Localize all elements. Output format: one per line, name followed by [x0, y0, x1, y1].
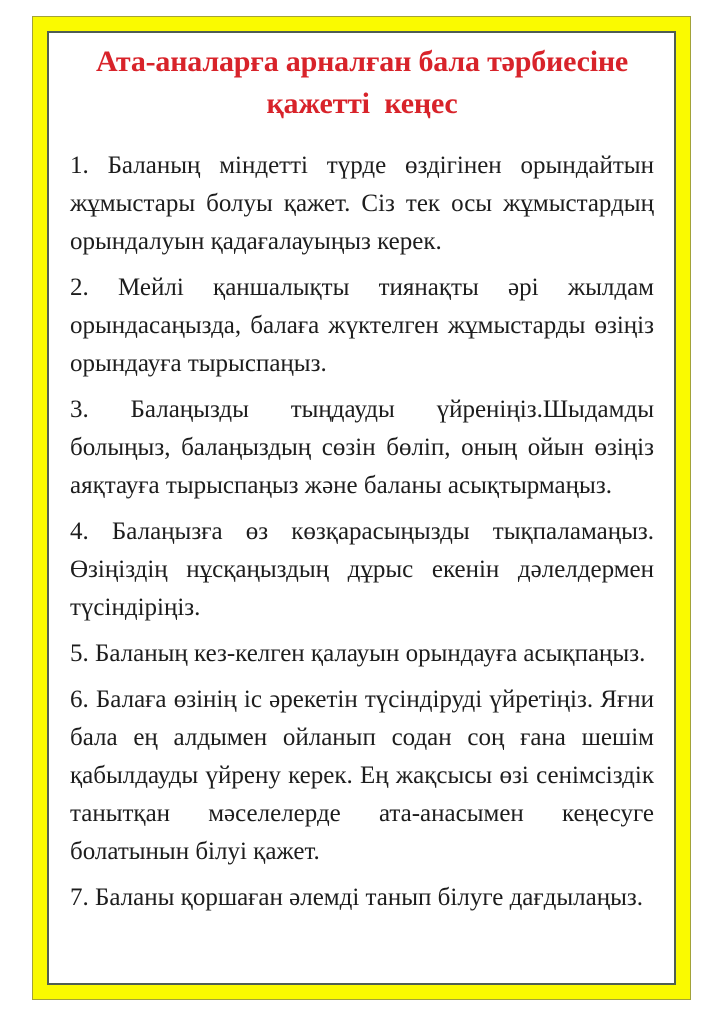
poster-title: [70, 41, 654, 125]
advice-paragraph-4: 4. Балаңызға өз көзқарасыңызды тықпаламаңыз. Өзіңіздің нұсқаңыздың дұрыс екенін дәлелдермен түсіндіріңіз.: [70, 518, 654, 621]
poster-content: [49, 33, 674, 917]
poster-title-line-1: Ата-аналарға арналған бала тәрбиесіне: [95, 45, 629, 78]
advice-paragraph-7: 7. Баланы қоршаған әлемді танып білуге дағдылаңыз.: [70, 884, 644, 911]
advice-paragraph-6: 6. Балаға өзінің іс әрекетін түсіндіруді үйретіңіз. Яғни бала ең алдымен ойланып содан соң ғана шешім қабылдауды үйрену керек. Ең жақсысы өзі сенімсіздік танытқан мәселелерде ата-анасымен кеңесуге болатынын білуі қажет.: [70, 686, 654, 865]
advice-paragraph-5: 5. Баланың кез-келген қалауын орындауға асықпаңыз.: [70, 640, 646, 667]
advice-paragraph-2: 2. Мейлі қаншалықты тиянақты әрі жылдам орындасаңызда, балаға жүктелген жұмыстарды өзіңіз орындауға тырыспаңыз.: [70, 274, 654, 377]
advice-paragraph-1: 1. Баланың міндетті түрде өздігінен орындайтын жұмыстары болуы қажет. Сіз тек осы жұмыстардың орындалуын қадағалауыңыз керек.: [70, 152, 654, 255]
poster-title-line-2: қажетті кеңес: [266, 87, 458, 120]
advice-paragraph-3: 3. Балаңызды тыңдауды үйреніңіз.Шыдамды болыңыз, балаңыздың сөзін бөліп, оның ойын өзіңіз аяқтауға тырыспаңыз және баланы асықтырмаңыз.: [70, 396, 654, 499]
advice-list: [70, 147, 654, 917]
decorative-yellow-frame: [47, 31, 676, 985]
